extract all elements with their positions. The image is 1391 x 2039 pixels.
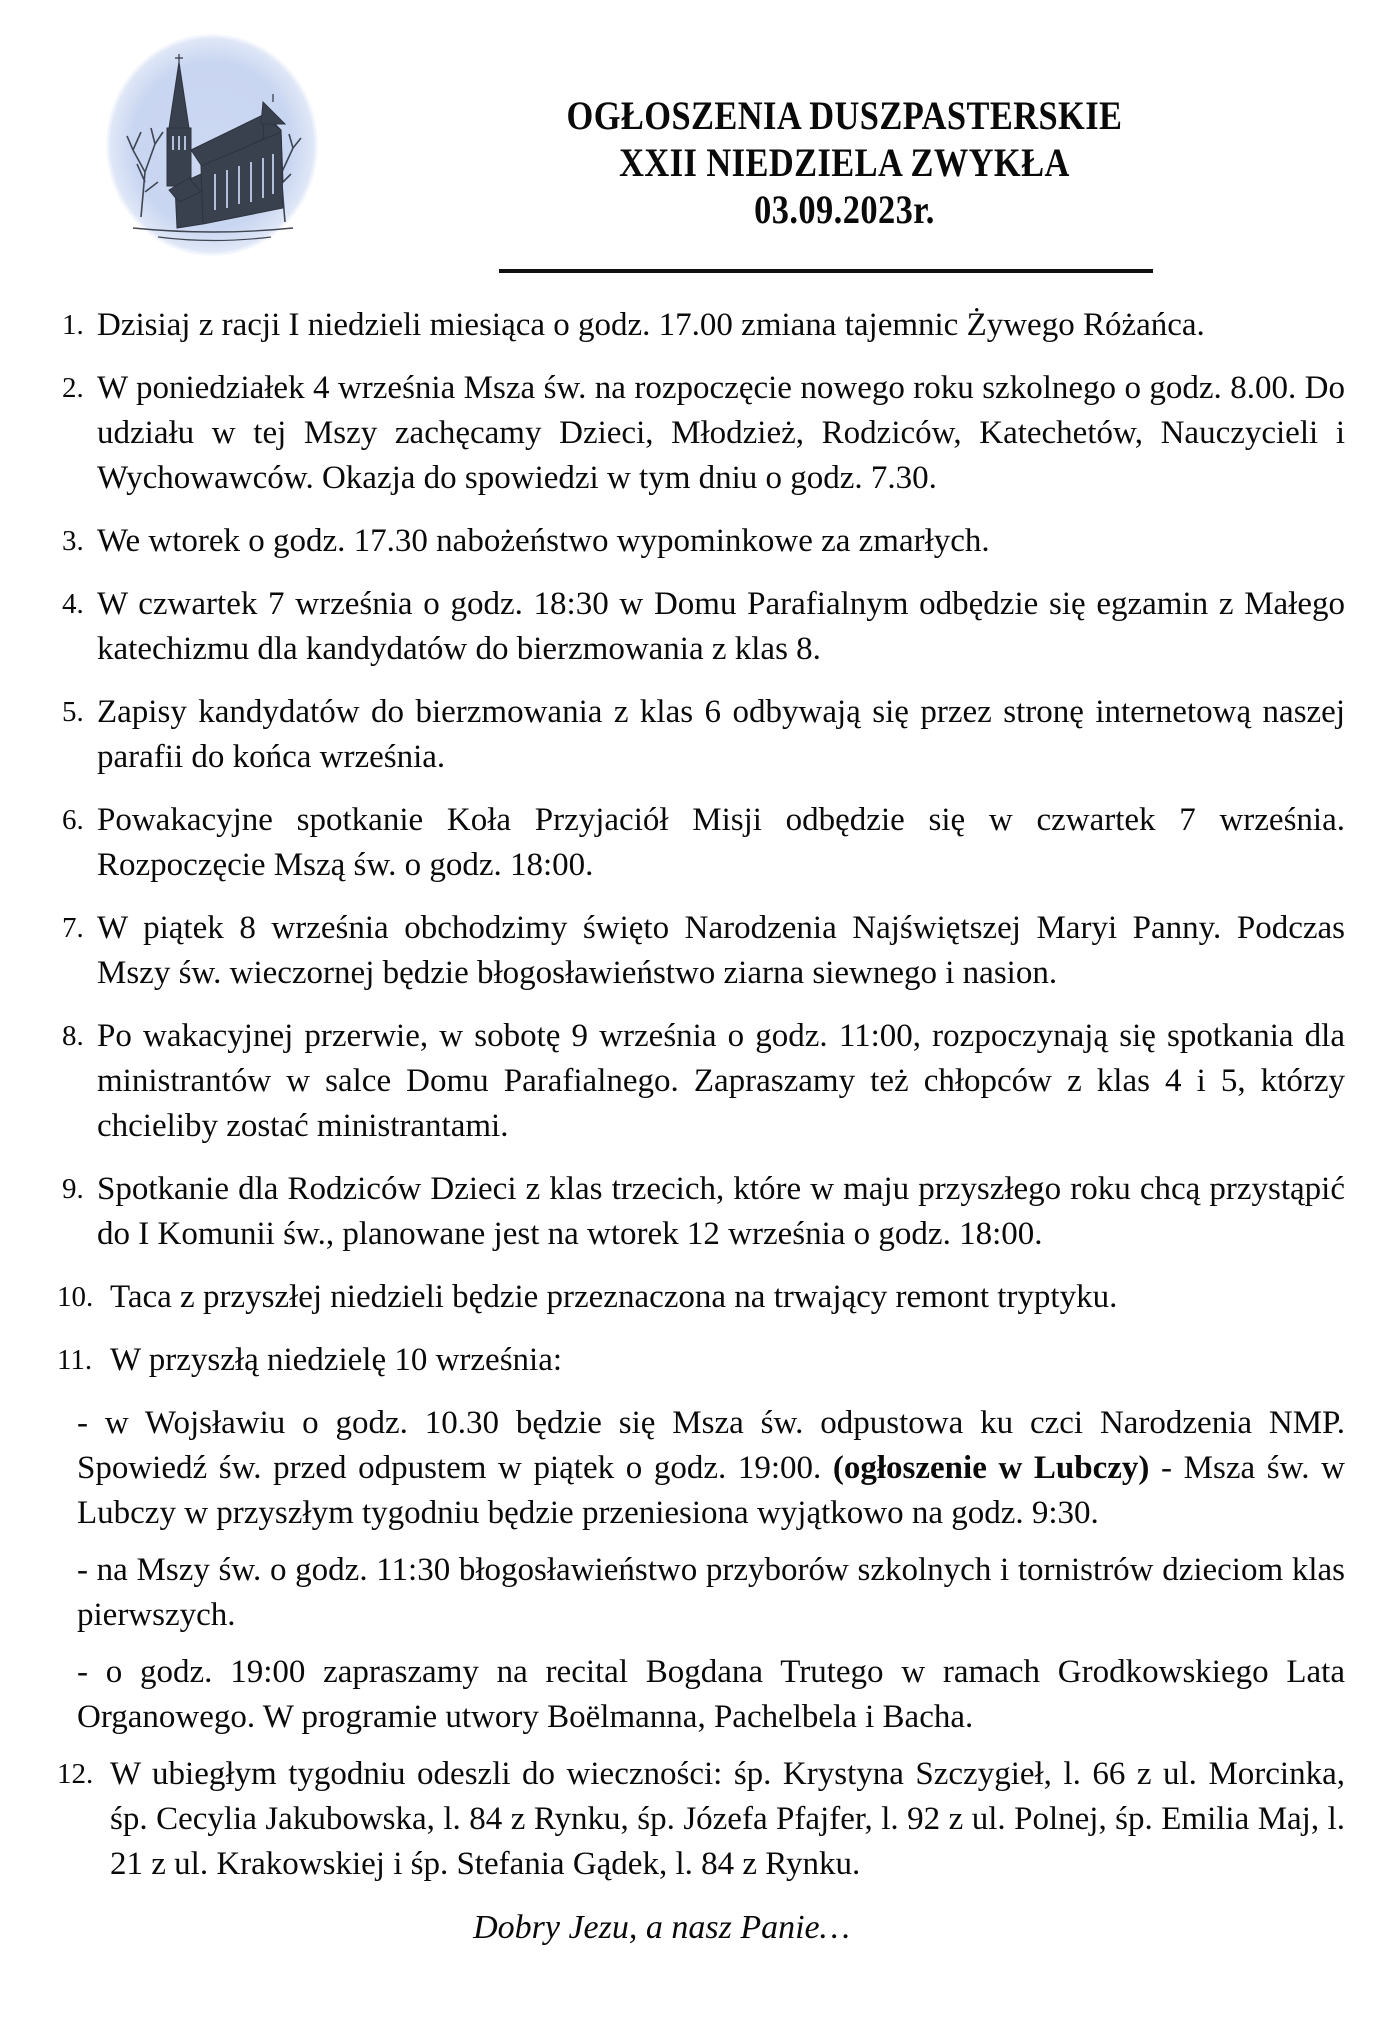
- item-text: W przyszłą niedzielę 10 września:: [110, 1342, 563, 1378]
- announcement-item-5: [0, 690, 1345, 780]
- item-text: Dzisiaj z racji I niedzieli miesiąca o godz. 17.00 zmiana tajemnic Żywego Różańca.: [97, 307, 1205, 343]
- item-number: 10.: [57, 1281, 94, 1313]
- item-number: 1.: [62, 309, 84, 341]
- church-sketch-svg: [103, 32, 322, 259]
- document-title-block: [397, 92, 1316, 233]
- sub-item-text: - w Wojsławiu o godz. 10.30 będzie się Msza św. odpustowa ku czci Narodzenia NMP. Spowiedź św. przed odpustem w piątek o godz. 19:00.: [77, 1405, 1345, 1486]
- item-text: Zapisy kandydatów do bierzmowania z klas 6 odbywają się przez stronę internetową naszej parafii do końca września.: [97, 694, 1345, 775]
- announcement-item-8: [0, 1014, 1345, 1149]
- sub-item-text: - na Mszy św. o godz. 11:30 błogosławieństwo przyborów szkolnych i tornistrów dzieciom klas pierwszych.: [77, 1552, 1345, 1633]
- item-text: Taca z przyszłej niedzieli będzie przeznaczona na trwający remont tryptyku.: [110, 1279, 1118, 1315]
- item-number: 3.: [62, 525, 84, 557]
- announcement-item-11-sub-3: [77, 1650, 1345, 1740]
- page-date: 03.09.2023r.: [754, 187, 935, 232]
- announcement-item-4: [0, 582, 1345, 672]
- item-text: Powakacyjne spotkanie Koła Przyjaciół Misji odbędzie się w czwartek 7 września. Rozpoczęcie Mszą św. o godz. 18:00.: [97, 802, 1345, 883]
- item-number: 2.: [62, 372, 84, 404]
- item-text: We wtorek o godz. 17.30 nabożeństwo wypominkowe za zmarłych.: [97, 523, 990, 559]
- announcement-item-1: [0, 303, 1345, 348]
- item-text: Spotkanie dla Rodziców Dzieci z klas trzecich, które w maju przyszłego roku chcą przystąpić do I Komunii św., planowane jest na wtorek 12 września o godz. 18:00.: [97, 1171, 1345, 1252]
- announcement-list: [0, 303, 1391, 1887]
- item-number: 11.: [57, 1344, 93, 1376]
- announcement-item-10: [0, 1275, 1345, 1320]
- announcement-item-11-sub-2: [77, 1548, 1345, 1638]
- announcement-item-11-sub-1: [77, 1401, 1345, 1536]
- closing-prayer: [0, 1905, 1391, 1950]
- item-number: 4.: [62, 588, 84, 620]
- item-text: W piątek 8 września obchodzimy święto Narodzenia Najświętszej Maryi Panny. Podczas Mszy św. wieczornej będzie błogosławieństwo ziarna siewnego i nasion.: [97, 910, 1345, 991]
- announcement-item-3: [0, 519, 1345, 564]
- item-number: 6.: [62, 804, 84, 836]
- sub-item-text: - o godz. 19:00 zapraszamy na recital Bogdana Trutego w ramach Grodkowskiego Lata Organowego. W programie utwory Boëlmanna, Pachelbela i Bacha.: [77, 1654, 1345, 1735]
- item-number: 7.: [62, 912, 84, 944]
- item-number: 12.: [57, 1758, 94, 1790]
- announcement-item-12: [0, 1752, 1345, 1887]
- item-text: W czwartek 7 września o godz. 18:30 w Domu Parafialnym odbędzie się egzamin z Małego katechizmu dla kandydatów do bierzmowania z klas 8.: [97, 586, 1345, 667]
- page-title: OGŁOSZENIA DUSZPASTERSKIE: [566, 93, 1123, 138]
- announcement-item-7: [0, 906, 1345, 996]
- item-text: W poniedziałek 4 września Msza św. na rozpoczęcie nowego roku szkolnego o godz. 8.00. Do udziału w tej Mszy zachęcamy Dzieci, Młodzież, Rodziców, Katechetów, Nauczycieli i Wychowawców. Okazja do spowiedzi w tym dniu o godz. 7.30.: [97, 370, 1345, 496]
- church-sketch-image: [103, 32, 322, 259]
- announcement-item-6: [0, 798, 1345, 888]
- item-number: 5.: [62, 696, 84, 728]
- item-number: 9.: [62, 1173, 84, 1205]
- sub-item-bold-text: (ogłoszenie w Lubczy): [832, 1450, 1150, 1486]
- page-header: [0, 0, 1391, 259]
- page-subtitle: XXII NIEDZIELA ZWYKŁA: [619, 140, 1070, 185]
- sub-item-text: - Msza św. w Lubczy w przyszłym tygodniu będzie przeniesiona wyjątkowo na godz. 9:30.: [77, 1450, 1345, 1531]
- announcement-item-2: [0, 366, 1345, 501]
- item-text: Po wakacyjnej przerwie, w sobotę 9 września o godz. 11:00, rozpoczynają się spotkania dla ministrantów w salce Domu Parafialnego. Zapraszamy też chłopców z klas 4 i 5, którzy chcieliby zostać ministrantami.: [97, 1018, 1345, 1144]
- announcement-item-9: [0, 1167, 1345, 1257]
- header-separator-line: [499, 269, 1153, 273]
- item-number: 8.: [62, 1020, 84, 1052]
- closing-prayer-text: Dobry Jezu, a nasz Panie…: [473, 1909, 850, 1946]
- announcement-item-11: [0, 1338, 1345, 1383]
- item-text: W ubiegłym tygodniu odeszli do wieczności: śp. Krystyna Szczygieł, l. 66 z ul. Morcinka, śp. Cecylia Jakubowska, l. 84 z Rynku, śp. Józefa Pfajfer, l. 92 z ul. Polnej, śp. Emilia Maj, l. 21 z ul. Krakowskiej i śp. Stefania Gądek, l. 84 z Rynku.: [110, 1756, 1345, 1882]
